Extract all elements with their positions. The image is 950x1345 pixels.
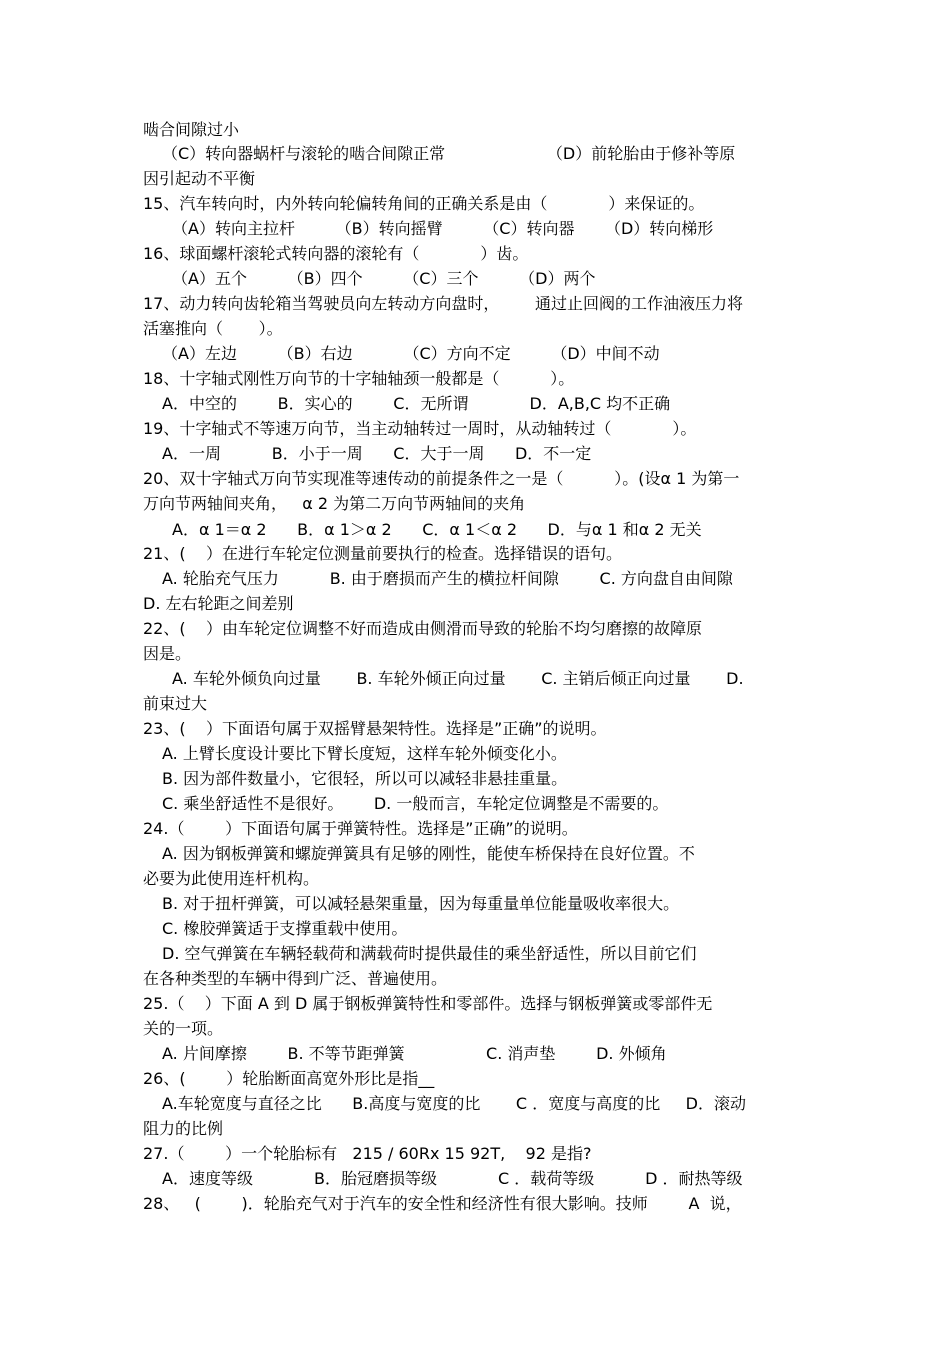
text-line: 关的一项。 [143,1019,224,1038]
text-line: 啮合间隙过小 [143,120,240,139]
text-line: （A）左边 （B）右边 （C）方向不定 （D）中间不动 [162,344,660,363]
text-line: 21、( ）在进行车轮定位测量前要执行的检查。选择错误的语句。 [143,544,622,563]
text-line: A.车轮宽度与直径之比 B.高度与宽度的比 C ．宽度与高度的比 D．滚动 [162,1094,746,1113]
text-line: A．速度等级 B．胎冠磨损等级 C ．载荷等级 D ．耐热等级 [162,1169,743,1188]
text-line: A．中空的 B．实心的 C．无所谓 D．A,B,C 均不正确 [162,394,671,413]
text-line: 28、 ( )．轮胎充气对于汽车的安全性和经济性有很大影响。技师 A 说， [143,1194,742,1213]
text-line: A. 片间摩擦 B. 不等节距弹簧 C. 消声垫 D. 外倾角 [162,1044,667,1063]
text-line: （A）转向主拉杆 （B）转向摇臂 （C）转向器 （D）转向梯形 [172,219,714,238]
text-line: 18、十字轴式刚性万向节的十字轴轴颈一般都是（ ）。 [143,369,575,388]
text-line: B. 对于扭杆弹簧，可以减轻悬架重量，因为每重量单位能量吸收率很大。 [162,894,680,913]
text-line: A. 上臂长度设计要比下臂长度短，这样车轮外倾变化小。 [162,744,567,763]
text-line: 17、动力转向齿轮箱当驾驶员向左转动方向盘时， 通过止回阀的工作油液压力将 [143,294,743,313]
text-line: B. 因为部件数量小，它很轻，所以可以减轻非悬挂重量。 [162,769,568,788]
text-line: 22、( ）由车轮定位调整不好而造成由侧滑而导致的轮胎不均匀磨擦的故障原 [143,619,702,638]
text-line: 20、双十字轴式万向节实现准等速传动的前提条件之一是（ ）。(设α 1 为第一 [143,469,740,488]
text-line: 前束过大 [143,694,208,713]
text-line: 因引起动不平衡 [143,169,256,188]
text-line: A. 车轮外倾负向过量 B. 车轮外倾正向过量 C. 主销后倾正向过量 D. [172,669,744,688]
text-line: 24.（ ）下面语句属于弹簧特性。选择是”正确”的说明。 [143,819,578,838]
text-line: 23、( ）下面语句属于双摇臂悬架特性。选择是”正确”的说明。 [143,719,607,738]
text-line: （A）五个 （B）四个 （C）三个 （D）两个 [172,269,596,288]
text-line: A．α 1＝α 2 B．α 1＞α 2 C．α 1＜α 2 D．与α 1 和α 2 无关 [172,520,702,539]
text-line: 16、球面螺杆滚轮式转向器的滚轮有（ ）齿。 [143,244,529,263]
text-line: C. 乘坐舒适性不是很好。 D. 一般而言，车轮定位调整是不需要的。 [162,794,669,813]
text-line: A. 因为钢板弹簧和螺旋弹簧具有足够的刚性，能使车桥保持在良好位置。不 [162,844,695,863]
text-line: （C）转向器蜗杆与滚轮的啮合间隙正常 （D）前轮胎由于修补等原 [162,144,736,163]
text-line: C. 橡胶弹簧适于支撑重载中使用。 [162,919,408,938]
text-line: A. 轮胎充气压力 B. 由于磨损而产生的横拉杆间隙 C. 方向盘自由间隙 [162,569,733,588]
text-line: A．一周 B．小于一周 C．大于一周 D．不一定 [162,444,592,463]
text-line: D. 左右轮距之间差别 [143,594,294,613]
text-line: 26、( ）轮胎断面高宽外形比是指__ [143,1069,435,1088]
text-line: D. 空气弹簧在车辆轻载荷和满载荷时提供最佳的乘坐舒适性，所以目前它们 [162,944,697,963]
text-line: 阻力的比例 [143,1119,224,1138]
text-line: 在各种类型的车辆中得到广泛、普遍使用。 [143,969,448,988]
text-line: 27.（ ）一个轮胎标有 215 / 60Rx 15 92T, 92 是指? [143,1144,592,1163]
text-line: 万向节两轴间夹角， α 2 为第二万向节两轴间的夹角 [143,494,526,513]
text-line: 活塞推向（ ）。 [143,319,283,338]
text-line: 必要为此使用连杆机构。 [143,869,320,888]
text-line: 因是。 [143,644,192,663]
text-line: 15、汽车转向时，内外转向轮偏转角间的正确关系是由（ ）来保证的。 [143,194,705,213]
text-line: 19、十字轴式不等速万向节，当主动轴转过一周时，从动轴转过（ ）。 [143,419,697,438]
text-line: 25.（ ）下面 A 到 D 属于钢板弹簧特性和零部件。选择与钢板弹簧或零部件无 [143,994,713,1013]
